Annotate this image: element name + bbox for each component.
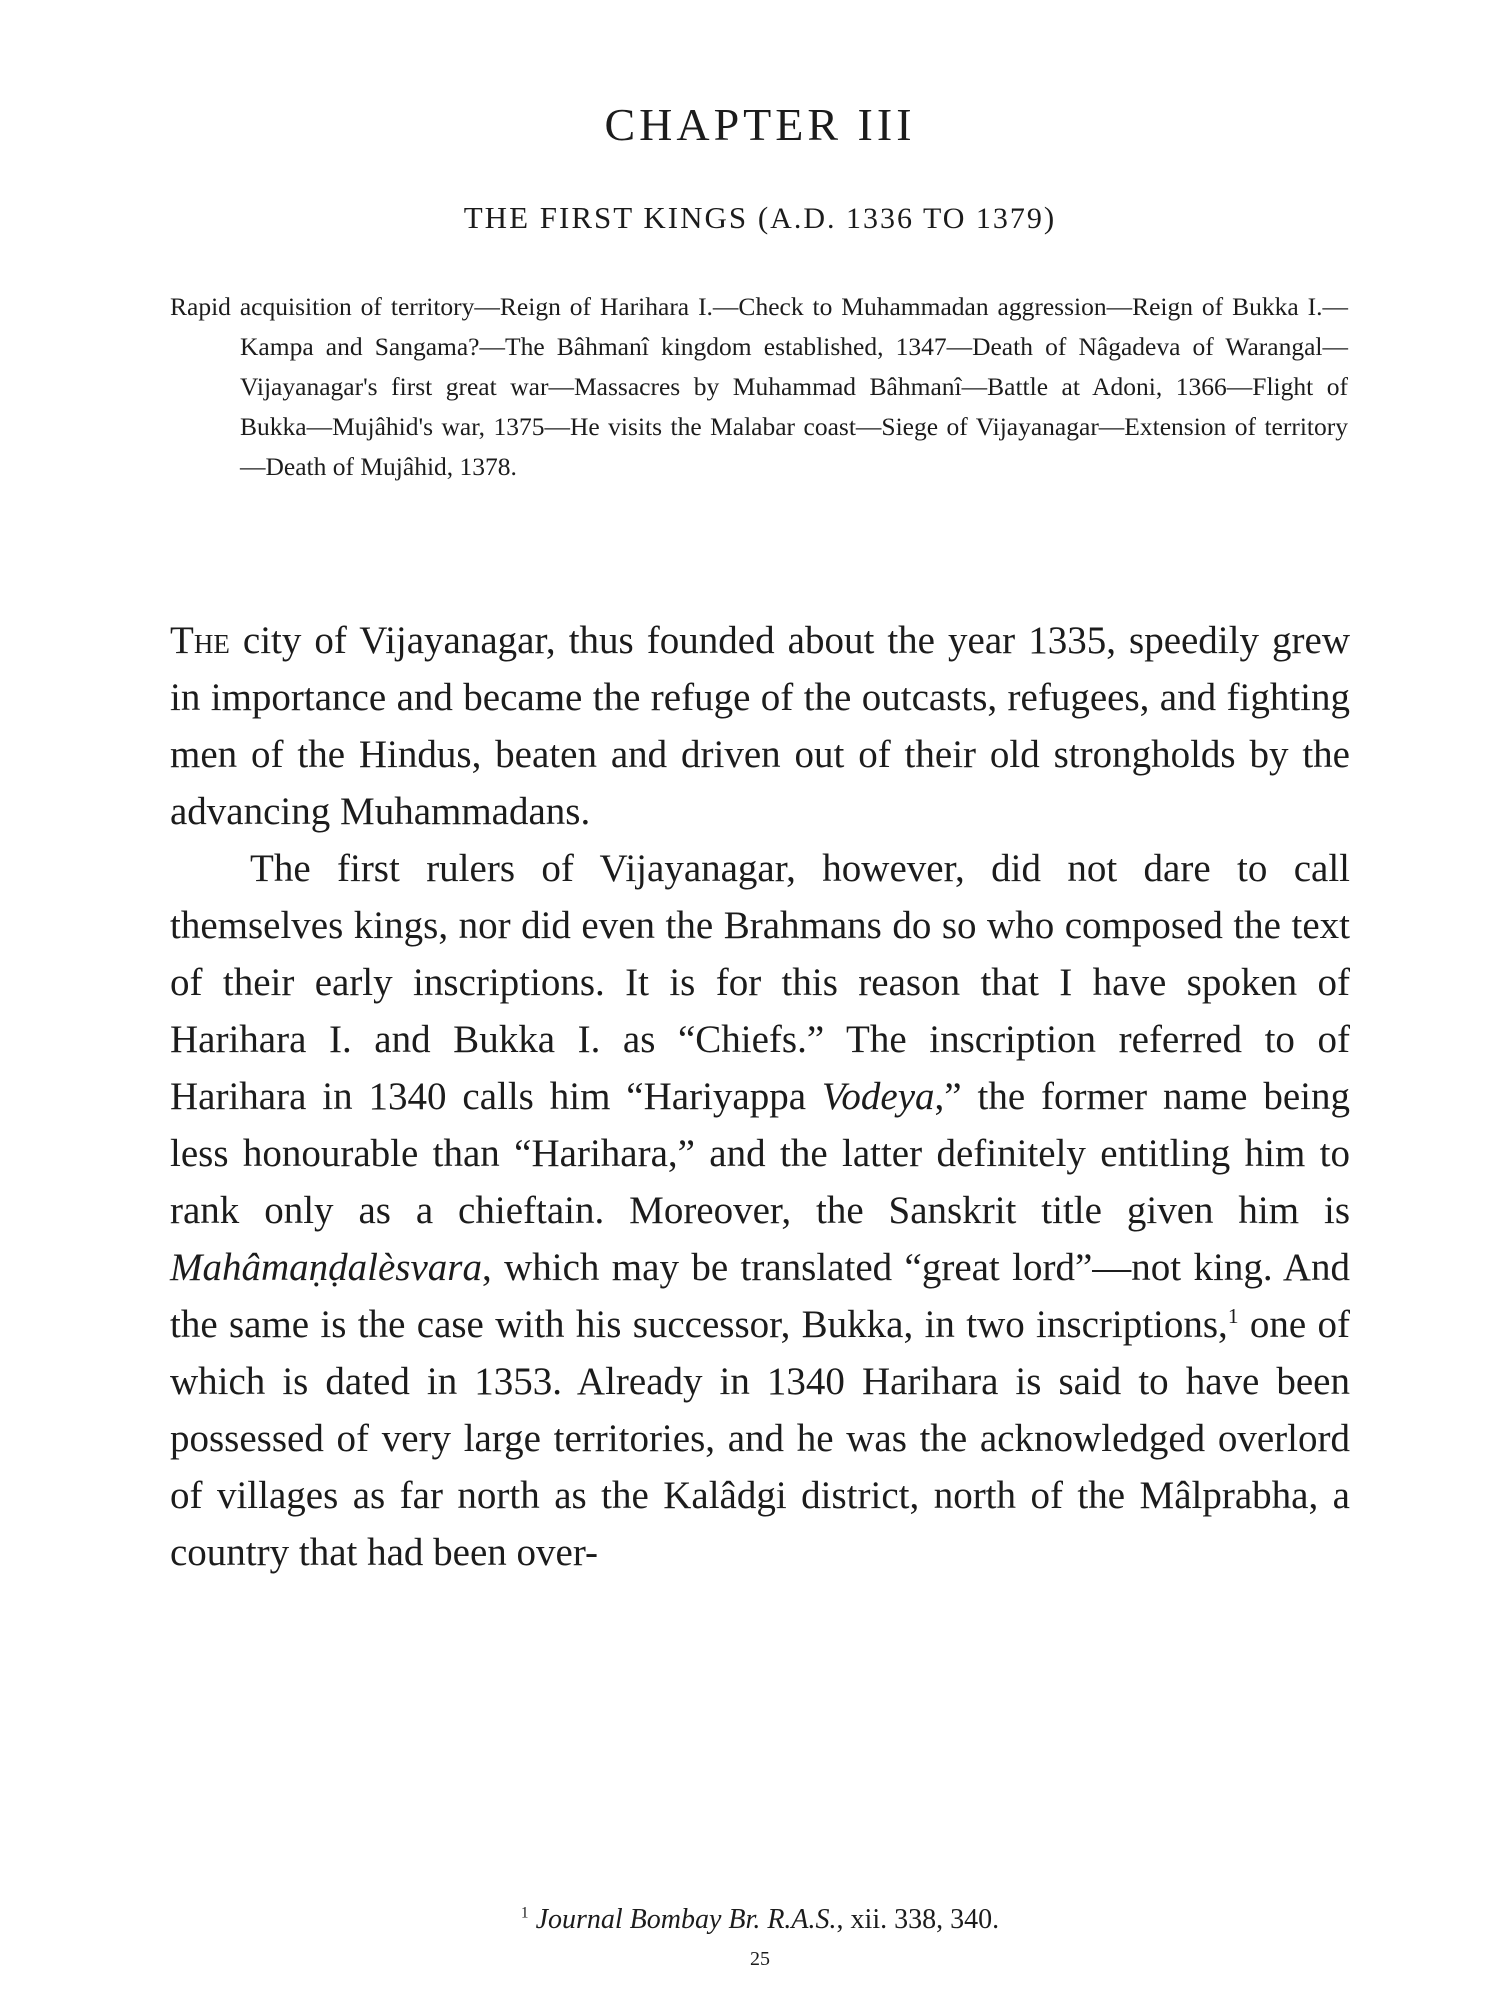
paragraph-1-text: city of Vijayanagar, thus founded about the year 1335, speedily grew in importance and became the refuge of the outcasts, refugees, and fighting men of the Hindus, beaten and driven out of their old strongholds by the advancing Muhammadans. [170,619,1350,833]
italic-sanskrit-title: Mahâmaṇḍalèsvara [170,1246,482,1289]
paragraph-2-part-2: ,” the former name being less honourable than “Harihara,” and the latter definitely entitling him to rank only as a chieftain. Moreover, the Sanskrit title given him is [170,1075,1350,1232]
footnote [170,1904,1350,1936]
paragraph-2-part-4: one of which is dated in 1353. Already in 1340 Harihara is said to have been possessed of very large territories, and he was the acknowledged overlord of villages as far north as the Kalâdgi district, north of the Mâlprabha, a country that had been over- [170,1303,1350,1574]
chapter-synopsis: Rapid acquisition of territory—Reign of Harihara I.—Check to Muhammadan aggression—Reign of Bukka I.—Kampa and Sangama?—The Bâhmanî kingdom established, 1347—Death of Nâgadeva of Warangal—Vijayanagar's first great war—Massacres by Muhammad Bâhmanî—Battle at Adoni, 1366—Flight of Bukka—Mujâhid's war, 1375—He visits the Malabar coast—Siege of Vijayanagar—Extension of territory—Death of Mujâhid, 1378. [170,292,1348,481]
book-page [170,0,1350,2000]
page-number: 25 [750,1948,770,1970]
italic-vodeya: Vodeya [821,1075,935,1118]
footnote-marker: 1 [520,1904,529,1922]
paragraph-2-part-3: , which may be translated “great lord”—not king. And the same is the case with his successor, Bukka, in two inscriptions, [170,1246,1350,1346]
paragraph-2 [170,840,1350,1581]
body-text [170,612,1350,1581]
subtitle-main: THE FIRST KINGS ( [463,200,771,235]
footnote-reference: 1 [1227,1304,1239,1328]
paragraph-2-part-1: The first rulers of Vijayanagar, however, did not dare to call themselves kings, nor did even the Brahmans do so who composed the text of their early inscriptions. It is for this reason that I have spoken of Harihara I. and Bukka I. as “Chiefs.” The inscription referred to of Harihara in 1340 calls him “Hariyappa [170,847,1350,1118]
paragraph-1 [170,612,1350,840]
footnote-text: , xii. 338, 340. [836,1904,1000,1935]
chapter-title: CHAPTER III [604,99,916,150]
subtitle-dates: A.D. 1336 TO 1379 [770,202,1044,235]
footnote-journal: Journal Bombay Br. R.A.S. [535,1904,837,1935]
paragraph-opening-word: The [170,619,230,662]
subtitle-close: ) [1043,200,1057,235]
chapter-subtitle [170,200,1350,236]
